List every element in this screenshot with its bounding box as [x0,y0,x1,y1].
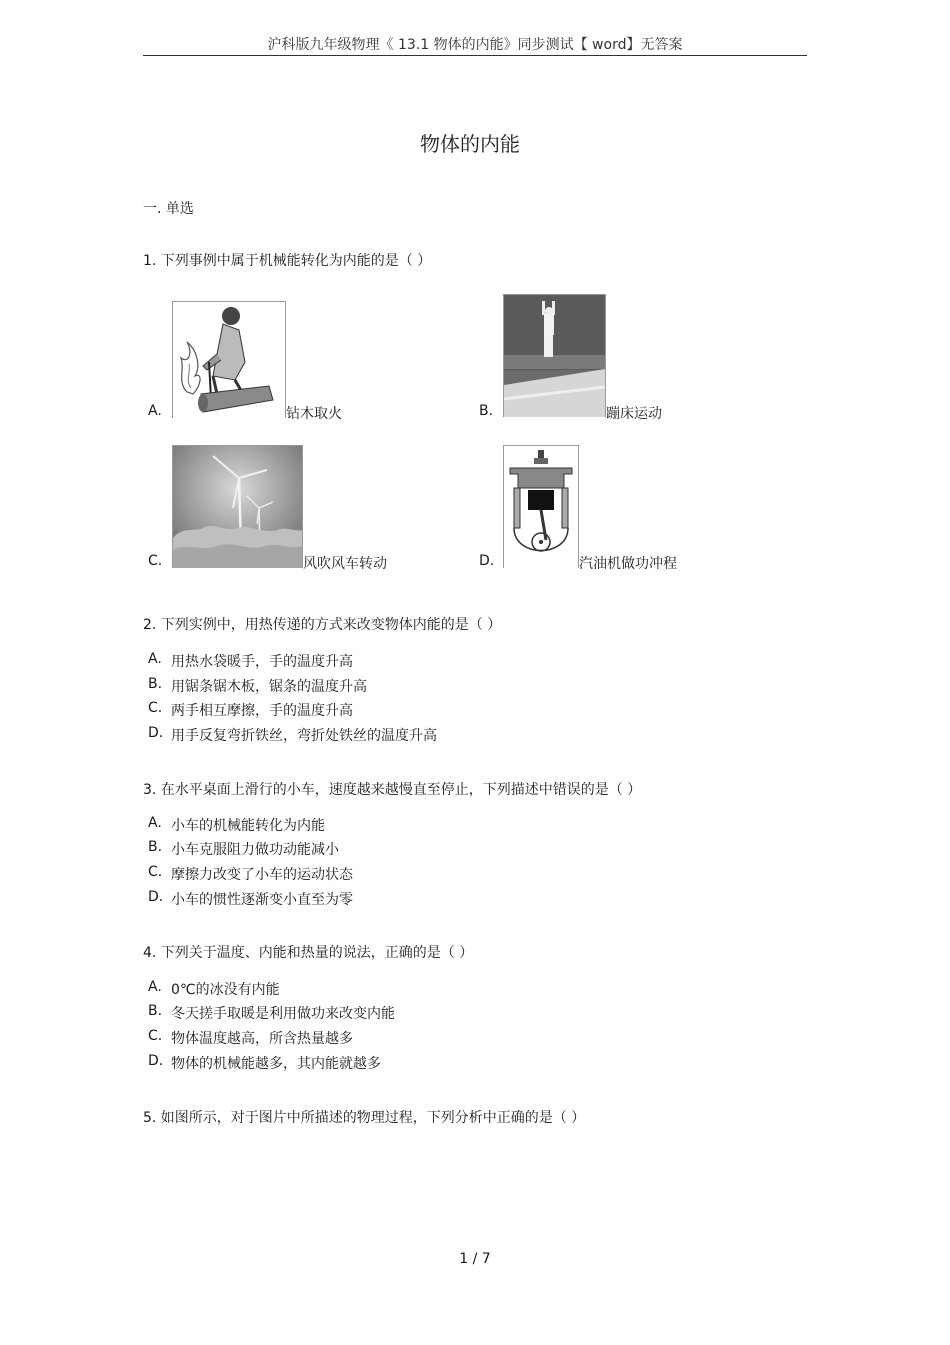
q2-option-b-text: 用锯条锯木板，锯条的温度升高 [171,679,367,695]
q2-option-d-letter: D. [148,725,164,741]
q4-option-a-letter: A. [148,979,162,995]
section-heading: 一. 单选 [143,201,194,217]
q1-option-a-letter: A. [148,403,162,419]
q1-option-c-text: 风吹风车转动 [303,556,387,572]
header-rule [143,55,807,56]
q4-option-c-letter: C. [148,1028,163,1044]
q1-option-d-text: 汽油机做功冲程 [579,556,677,572]
running-header: 沪科版九年级物理《 13.1 物体的内能》同步测试【 word】无答案 [267,37,683,53]
question-4-stem: 4. 下列关于温度、内能和热量的说法，正确的是（ ） [143,945,474,961]
page-title: 物体的内能 [420,132,520,156]
question-1-stem: 1. 下列事例中属于机械能转化为内能的是（ ） [143,253,432,269]
q3-option-d-text: 小车的惯性逐渐变小直至为零 [171,892,353,908]
trampoline-image [503,294,606,417]
engine-stroke-image [503,445,579,568]
q1-option-b-text: 蹦床运动 [606,406,662,422]
q2-option-b-letter: B. [148,676,163,692]
q2-option-a-letter: A. [148,651,162,667]
q3-option-d-letter: D. [148,889,164,905]
question-5-stem: 5. 如图所示，对于图片中所描述的物理过程，下列分析中正确的是（ ） [143,1110,586,1126]
q3-option-a-letter: A. [148,815,162,831]
q4-option-a-text: 0℃的冰没有内能 [171,982,280,998]
q2-option-c-letter: C. [148,700,163,716]
question-2-stem: 2. 下列实例中，用热传递的方式来改变物体内能的是（ ） [143,617,502,633]
question-3-stem: 3. 在水平桌面上滑行的小车，速度越来越慢直至停止，下列描述中错误的是（ ） [143,782,642,798]
q2-option-d-text: 用手反复弯折铁丝，弯折处铁丝的温度升高 [171,728,437,744]
q3-option-a-text: 小车的机械能转化为内能 [171,818,325,834]
q2-option-c-text: 两手相互摩擦，手的温度升高 [171,703,353,719]
q1-option-a-text: 钻木取火 [286,406,342,422]
q1-option-c-letter: C. [148,553,163,569]
q1-option-d-letter: D. [479,553,495,569]
q3-option-b-letter: B. [148,839,163,855]
windmill-image [172,445,303,568]
q4-option-b-letter: B. [148,1003,163,1019]
q3-option-c-letter: C. [148,864,163,880]
q4-option-c-text: 物体温度越高，所含热量越多 [171,1031,353,1047]
q4-option-d-letter: D. [148,1053,164,1069]
q1-option-b-letter: B. [479,403,494,419]
q4-option-b-text: 冬天搓手取暖是利用做功来改变内能 [171,1006,395,1022]
fire-drilling-image [172,301,286,418]
page-number: 1 / 7 [459,1251,491,1267]
q3-option-c-text: 摩擦力改变了小车的运动状态 [171,867,353,883]
q2-option-a-text: 用热水袋暖手，手的温度升高 [171,654,353,670]
q3-option-b-text: 小车克服阻力做功动能减小 [171,842,339,858]
q4-option-d-text: 物体的机械能越多，其内能就越多 [171,1056,381,1072]
